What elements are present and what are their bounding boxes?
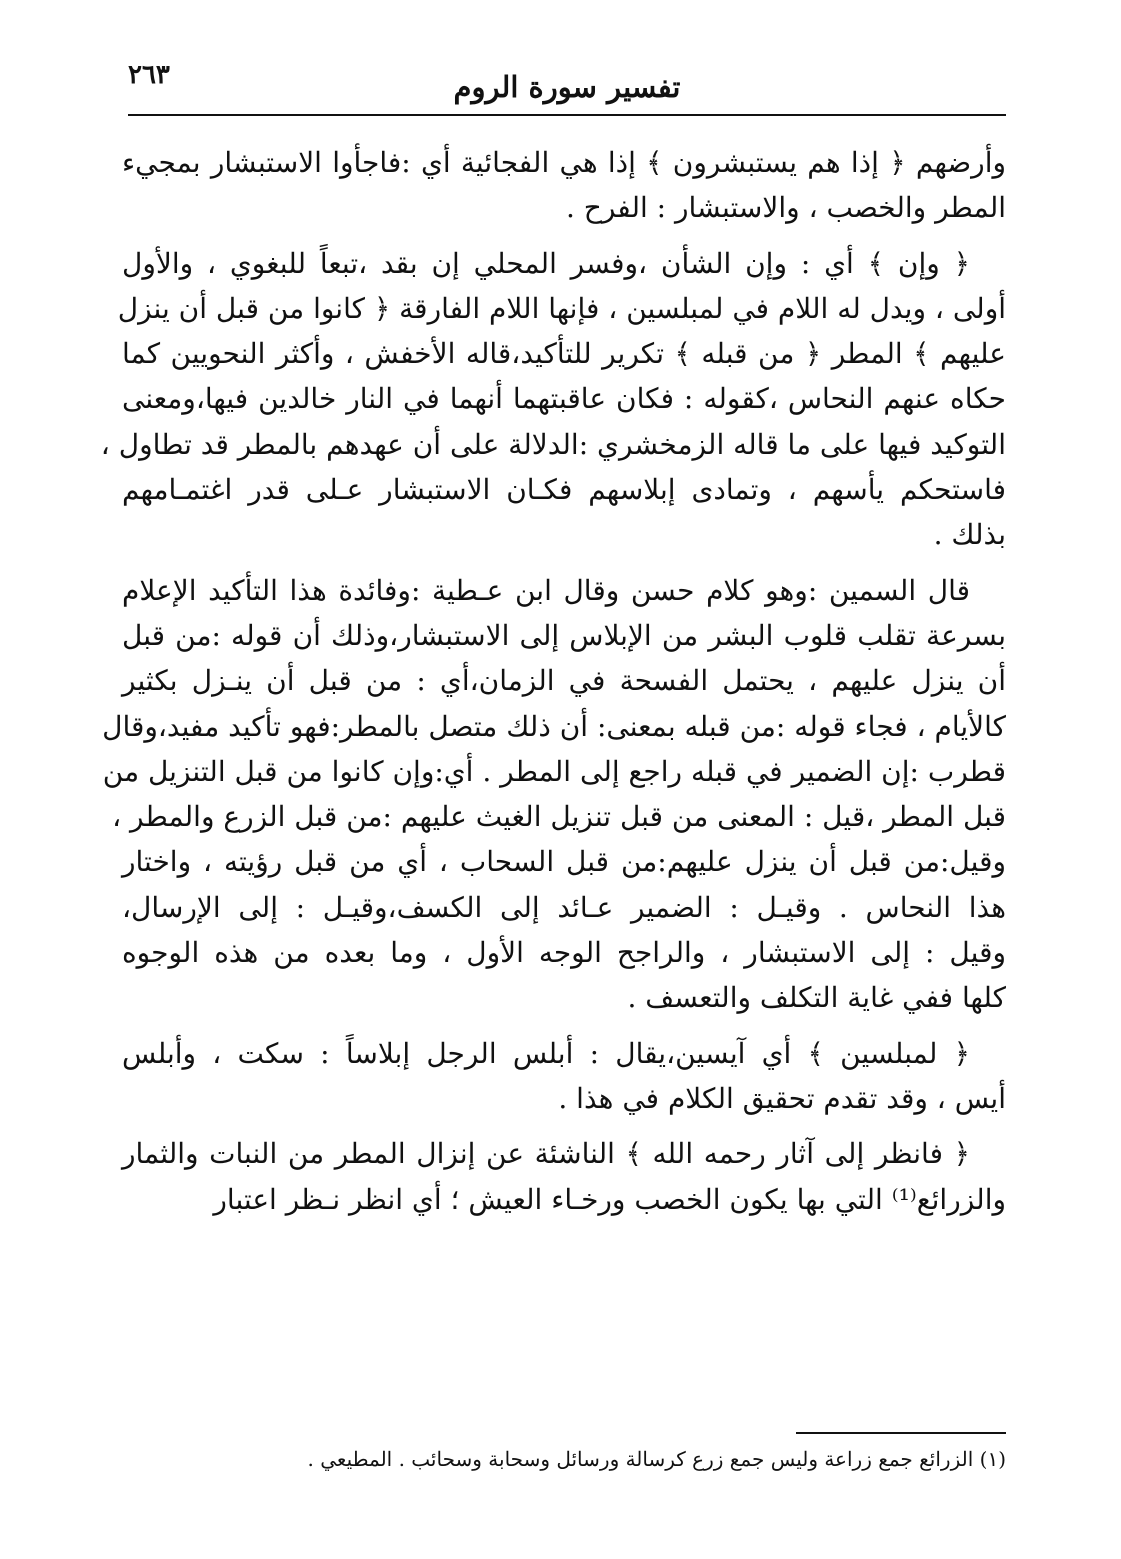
page-number: ٢٦٣: [128, 60, 170, 90]
text-line: كالأيام ، فجاء قوله :من قبله بمعنى: أن ذلك متصل بالمطر:فهو تأكيد مفيد،وقال: [102, 709, 1006, 743]
text-line: وقيل : إلى الاستبشار ، والراجح الوجه الأول ، وما بعده من هذه الوجوه: [122, 936, 1006, 970]
footnote: (١) الزرائع جمع زراعة وليس جمع زرع كرسالة ورسائل وسحابة وسحائب . المطيعي .: [307, 1447, 1006, 1471]
header-divider: [128, 114, 1006, 116]
text-line: التوكيد فيها على ما قاله الزمخشري :الدلالة على أن عهدهم بالمطر قد تطاول ،: [100, 427, 1006, 461]
page-header: [128, 60, 1006, 112]
text-line: والزرائع⁽¹⁾ التي بها يكون الخصب ورخـاء العيش ؛ أي انظر نـظر اعتبار: [213, 1182, 1006, 1216]
text-line: أولى ، ويدل له اللام في لمبلسين ، فإنها اللام الفارقة ﴿ كانوا من قبل أن ينزل: [117, 291, 1006, 325]
text-line: ﴿ وإن ﴾ أي : وإن الشأن ،وفسر المحلي إن بقد ،تبعاً للبغوي ، والأول: [122, 246, 970, 280]
text-line: ﴿ فانظر إلى آثار رحمه الله ﴾ الناشئة عن إنزال المطر من النبات والثمار: [122, 1137, 970, 1171]
text-line: كلها ففي غاية التكلف والتعسف .: [627, 981, 1006, 1015]
text-line: أن ينزل عليهم ، يحتمل الفسحة في الزمان،أي : من قبل أن ينـزل بكثير: [122, 664, 1006, 698]
paragraph: [122, 1131, 1006, 1222]
paragraph: [102, 568, 1006, 1021]
text-line: حكاه عنهم النحاس ،كقوله : فكان عاقبتهما أنهما في النار خالدين فيها،ومعنى: [122, 382, 1006, 416]
text-line: وأرضهم ﴿ إذا هم يستبشرون ﴾ إذا هي الفجائية أي :فاجأوا الاستبشار بمجيء: [122, 146, 1006, 179]
text-line: عليهم ﴾ المطر ﴿ من قبله ﴾ تكرير للتأكيد،قاله الأخفش ، وأكثر النحويين كما: [122, 337, 1006, 371]
text-line: قال السمين :وهو كلام حسن وقال ابن عـطية :وفائدة هذا التأكيد الإعلام: [122, 573, 970, 607]
text-line: أيس ، وقد تقدم تحقيق الكلام في هذا .: [558, 1081, 1006, 1115]
paragraph: [100, 241, 1006, 558]
text-line: بذلك .: [933, 518, 1006, 552]
text-line: قطرب :إن الضمير في قبله راجع إلى المطر . أي:وإن كانوا من قبل التنزيل من: [102, 754, 1006, 788]
text-line: هذا النحاس . وقيـل : الضمير عـائد إلى الكسف،وقيـل : إلى الإرسال،: [122, 890, 1006, 924]
text-line: وقيل:من قبل أن ينزل عليهم:من قبل السحاب ، أي من قبل رؤيته ، واختار: [122, 845, 1006, 879]
text-line: قبل المطر ،قيل : المعنى من قبل تنزيل الغيث عليهم :من قبل الزرع والمطر ،: [112, 800, 1006, 834]
running-title: تفسير سورة الروم: [453, 70, 681, 104]
text-line: المطر والخصب ، والاستبشار : الفرح .: [565, 191, 1006, 225]
text-line: بسرعة تقلب قلوب البشر من الإبلاس إلى الاستبشار،وذلك أن قوله :من قبل: [122, 618, 1006, 652]
paragraph: [122, 140, 1006, 231]
paragraph: [122, 1031, 1006, 1122]
footnote-divider: [796, 1432, 1006, 1434]
text-line: ﴿ لمبلسين ﴾ أي آيسين،يقال : أبلس الرجل إبلاساً : سكت ، وأبلس: [122, 1036, 970, 1070]
text-line: فاستحكم يأسهم ، وتمادى إبلاسهم فكـان الاستبشار عـلى قدر اغتمـامهم: [122, 473, 1006, 507]
body-text: [100, 140, 1006, 1232]
